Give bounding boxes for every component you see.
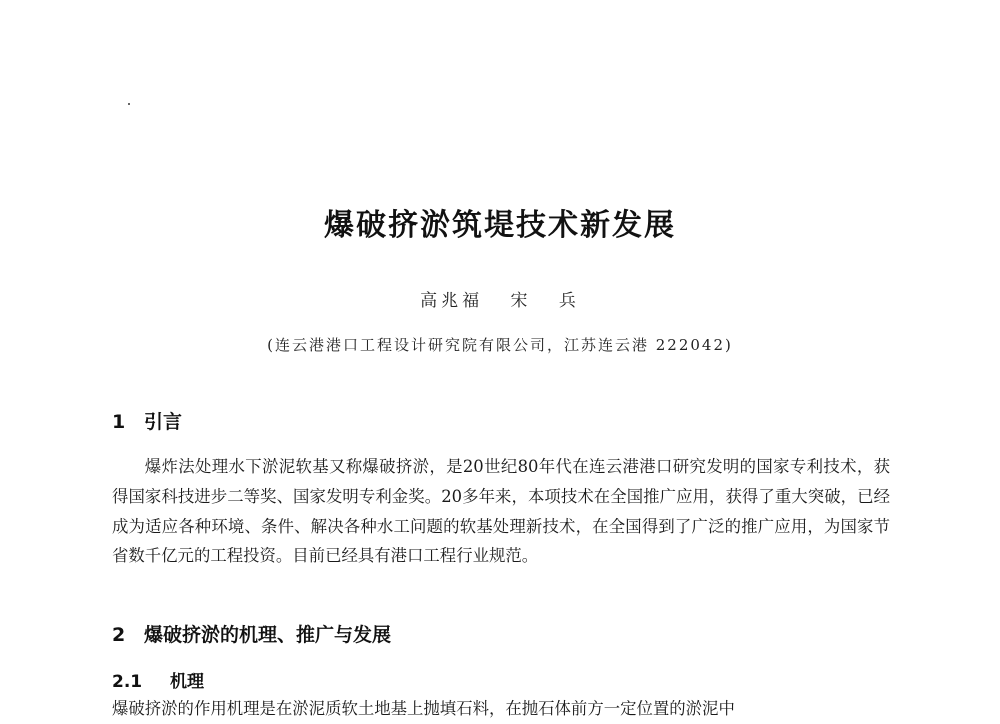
section-1-heading — [112, 407, 182, 434]
section-2-number: 2 — [112, 624, 126, 646]
scan-speck — [128, 103, 130, 105]
paper-authors: 高兆福 宋 兵 — [420, 291, 580, 311]
section-1-title: 引言 — [144, 411, 183, 433]
subsection-2-1-heading — [112, 667, 204, 692]
paper-affiliation: (连云港港口工程设计研究院有限公司，江苏连云港 222042) — [267, 336, 733, 354]
subsection-2-1-paragraph: 爆破挤淤的作用机理是在淤泥质软土地基上抛填石料，在抛石体前方一定位置的淤泥中 — [112, 699, 735, 718]
section-2-title: 爆破挤淤的机理、推广与发展 — [144, 624, 392, 646]
subsection-2-1-number: 2.1 — [112, 672, 143, 692]
subsection-2-1-title: 机理 — [170, 672, 204, 692]
section-1-paragraph: 爆炸法处理水下淤泥软基又称爆破挤淤，是20世纪80年代在连云港港口研究发明的国家专利技术，获得国家科技进步二等奖、国家发明专利金奖。20多年来，本项技术在全国推广应用，获得了重大突破，已经成为适应各种环境、条件、解决各种水工问题的软基处理新技术，在全国得到了广泛的推广应用，为国家节省数千亿元的工程投资。目前已经具有港口工程行业规范。 — [112, 457, 890, 566]
paper-title: 爆破挤淤筑堤技术新发展 — [324, 208, 676, 243]
section-2-heading — [112, 620, 391, 647]
section-1-number: 1 — [112, 411, 126, 433]
